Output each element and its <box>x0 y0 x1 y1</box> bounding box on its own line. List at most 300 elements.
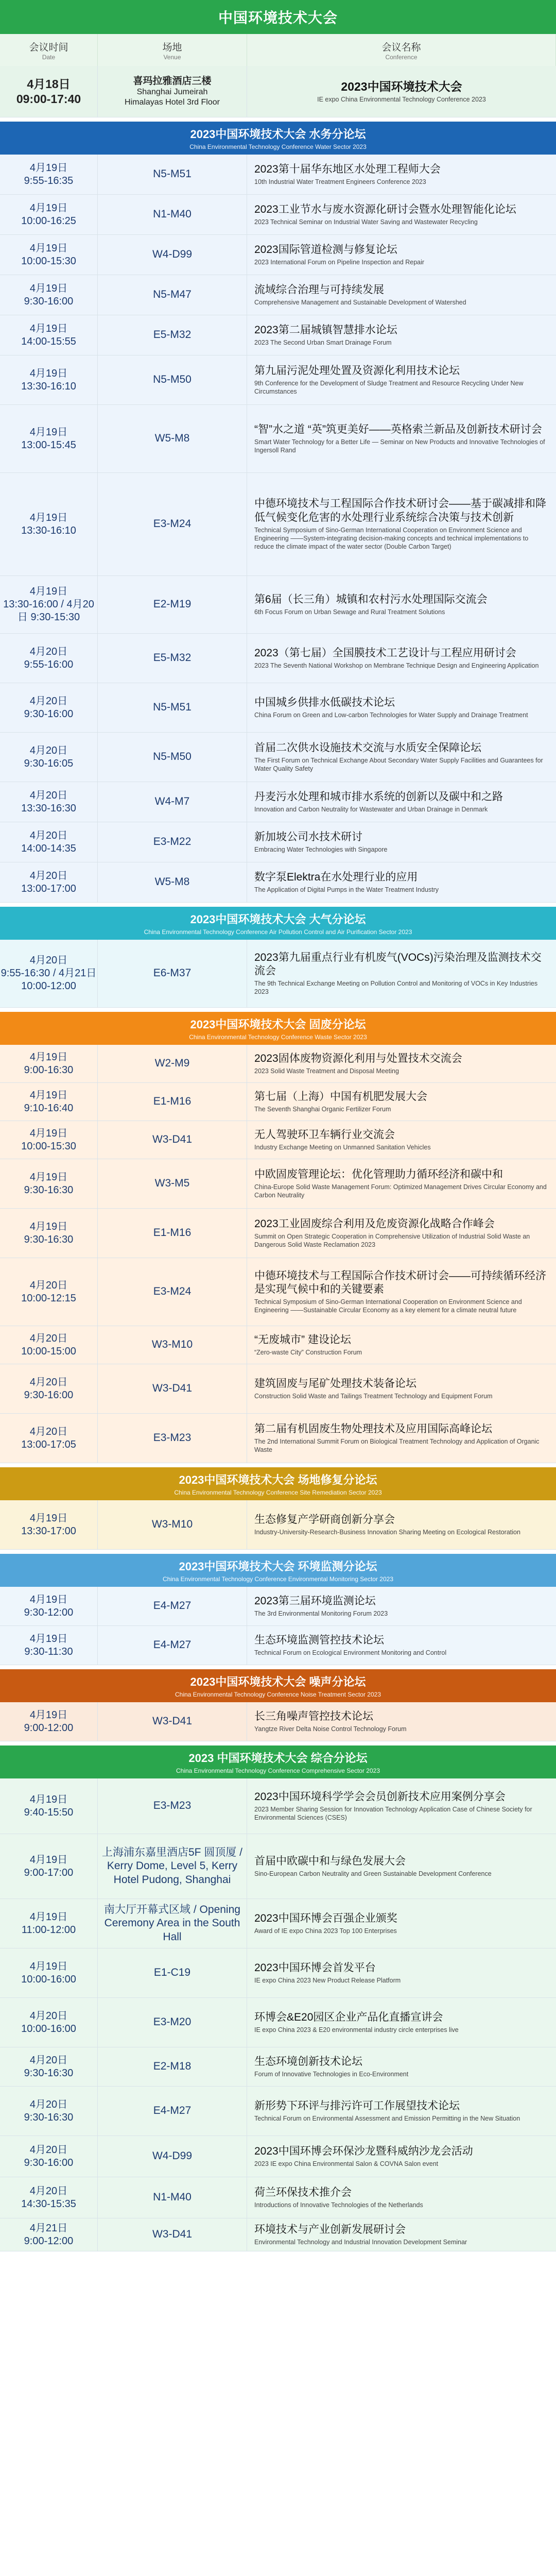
session-date <box>0 1121 98 1159</box>
session-title <box>247 1778 556 1834</box>
table-row <box>0 2177 556 2218</box>
session-title-cn: 流域综合治理与可持续发展 <box>254 283 384 296</box>
session-day: 4月19日 <box>29 202 68 214</box>
session-title <box>247 235 556 275</box>
session-time: 9:30-12:00 <box>24 1606 74 1618</box>
session-day: 4月19日 <box>29 367 68 379</box>
table-row <box>0 1364 556 1414</box>
session-title-cn: 首届中欧碳中和与绿色发展大会 <box>254 1855 406 1867</box>
session-title <box>247 733 556 782</box>
session-title <box>247 2087 556 2136</box>
session-title-cn: 无人驾驶环卫车辆行业交流会 <box>254 1128 395 1141</box>
session-title-cn: 2023中国环博会首发平台 <box>254 1961 376 1974</box>
table-row <box>0 1414 556 1463</box>
session-date <box>0 235 98 275</box>
session-title <box>247 683 556 732</box>
session-venue: N5-M47 <box>98 275 247 315</box>
session-venue: E3-M23 <box>98 1414 247 1463</box>
section-title: 2023中国环境技术大会 大气分论坛 <box>190 913 366 926</box>
table-row <box>0 1778 556 1834</box>
session-venue: W2-M9 <box>98 1045 247 1082</box>
session-title-cn: 2023国际管道检测与修复论坛 <box>254 243 397 256</box>
session-date <box>0 1326 98 1364</box>
session-title <box>247 1364 556 1413</box>
section-spacer <box>0 1008 556 1012</box>
session-venue: E5-M32 <box>98 315 247 355</box>
session-title-cn: 第6届（长三角）城镇和农村污水处理国际交流会 <box>254 593 488 605</box>
session-title <box>247 195 556 234</box>
session-title-en: Yangtze River Delta Noise Control Technology Forum <box>254 1725 407 1733</box>
session-title-cn: 2023（第七届）全国膜技术工艺设计与工程应用研讨会 <box>254 647 516 659</box>
session-title <box>247 1083 556 1121</box>
session-date <box>0 1998 98 2047</box>
session-time: 10:00-15:30 <box>21 1140 76 1152</box>
session-title-cn: 2023第九届重点行业有机废气(VOCs)污染治理及监测技术交流会 <box>254 951 542 977</box>
session-date <box>0 473 98 575</box>
table-row <box>0 2218 556 2251</box>
session-title-en: Technical Forum on Environmental Assessment and Emission Permitting in the New Situation <box>254 2115 520 2122</box>
session-day: 4月19日 <box>29 162 68 174</box>
session-day: 4月20日 <box>29 646 68 657</box>
session-venue: 上海浦东嘉里酒店5F 圆顶厦 / Kerry Dome, Level 5, Kerry Hotel Pudong, Shanghai <box>98 1834 247 1899</box>
session-day: 4月20日 <box>29 829 68 841</box>
session-time: 9:00-16:30 <box>24 1064 74 1076</box>
session-time: 13:00-17:00 <box>21 883 76 894</box>
session-venue: W3-D41 <box>98 1702 247 1741</box>
table-row <box>0 1258 556 1326</box>
session-title-cn: 2023中国环博会百强企业颁奖 <box>254 1912 397 1924</box>
col-date-en: Date <box>42 53 56 61</box>
main-event-row <box>0 66 556 117</box>
session-title-en: 2023 The Second Urban Smart Drainage Forum <box>254 339 392 346</box>
session-title-en: 2023 Technical Seminar on Industrial Water Saving and Wastewater Recycling <box>254 218 478 226</box>
section-title: 2023中国环境技术大会 噪声分论坛 <box>190 1675 366 1688</box>
session-title <box>247 862 556 902</box>
session-date <box>0 355 98 404</box>
session-title-en: Innovation and Carbon Neutrality for Wastewater and Urban Drainage in Denmark <box>254 806 488 813</box>
session-time: 11:00-12:00 <box>21 1924 76 1936</box>
session-date <box>0 155 98 194</box>
main-date: 4月18日 <box>27 77 71 91</box>
section-subtitle: China Environmental Technology Conference Water Sector 2023 <box>189 143 367 150</box>
session-date <box>0 634 98 683</box>
session-title-cn: 荷兰环保技术推介会 <box>254 2186 352 2198</box>
session-time: 10:00-15:00 <box>21 1345 76 1357</box>
session-day: 4月20日 <box>29 744 68 756</box>
table-row <box>0 355 556 405</box>
session-venue: W3-M10 <box>98 1500 247 1549</box>
session-title <box>247 1326 556 1364</box>
session-title-en: The 9th Technical Exchange Meeting on Pollution Control and Monitoring of VOCs in Key Industries 2023 <box>254 980 538 996</box>
session-date <box>0 1364 98 1413</box>
session-title-cn: 生态修复产学研商创新分享会 <box>254 1513 395 1526</box>
session-time: 9:30-16:00 <box>24 708 74 720</box>
session-title <box>247 576 556 633</box>
session-time: 13:30-17:00 <box>21 1525 76 1537</box>
session-day: 4月20日 <box>29 2144 68 2156</box>
session-title <box>247 1998 556 2047</box>
session-title-cn: 2023中国环博会环保沙龙暨科威纳沙龙会活动 <box>254 2145 473 2157</box>
session-title-en: Forum of Innovative Technologies in Eco-Environment <box>254 2071 409 2078</box>
col-conf-en: Conference <box>385 53 418 61</box>
session-title-cn: 2023工业固废综合利用及危废资源化战略合作峰会 <box>254 1217 495 1230</box>
session-day: 4月20日 <box>29 870 68 882</box>
session-venue: 南大厅开幕式区域 / Opening Ceremony Area in the South Hall <box>98 1899 247 1948</box>
session-title-en: Embracing Water Technologies with Singapore <box>254 846 388 853</box>
session-title-en: China Forum on Green and Low-carbon Technologies for Water Supply and Drainage Treatment <box>254 711 528 719</box>
col-date <box>0 34 98 66</box>
session-time: 13:30-16:00 / 4月20日 9:30-15:30 <box>3 599 94 623</box>
session-venue: E4-M27 <box>98 2087 247 2136</box>
session-title-en: 6th Focus Forum on Urban Sewage and Rural Treatment Solutions <box>254 608 445 616</box>
session-title-en: Technical Symposium of Sino-German International Cooperation on Environment Science and Engineering ——Sustainable Circular Economy as a key element for a climate neutral future <box>254 1298 522 1314</box>
main-venue-city: Shanghai Jumeirah <box>136 88 208 97</box>
session-title-en: Construction Solid Waste and Tailings Treatment Technology and Equipment Forum <box>254 1393 493 1400</box>
session-title <box>247 1209 556 1258</box>
table-row <box>0 155 556 195</box>
session-title <box>247 2136 556 2177</box>
session-venue: E1-C19 <box>98 1948 247 1997</box>
col-conf-label: 会议名称 <box>381 42 421 53</box>
session-venue: N5-M51 <box>98 683 247 732</box>
session-date <box>0 782 98 822</box>
session-title <box>247 315 556 355</box>
table-row <box>0 1500 556 1550</box>
session-date <box>0 1500 98 1549</box>
col-conf <box>247 34 556 66</box>
session-title-cn: 数字泵Elektra在水处理行业的应用 <box>254 871 418 883</box>
session-date <box>0 1045 98 1082</box>
session-day: 4月20日 <box>29 1426 68 1437</box>
session-date <box>0 862 98 902</box>
section-header-mon <box>0 1554 556 1587</box>
session-venue: E3-M23 <box>98 1778 247 1834</box>
session-title-en: 9th Conference for the Development of Sludge Treatment and Resource Recycling Under New Circumstances <box>254 379 524 396</box>
main-event-name <box>247 66 556 117</box>
section-title: 2023中国环境技术大会 水务分论坛 <box>190 128 366 141</box>
session-venue: N5-M50 <box>98 733 247 782</box>
session-date <box>0 2136 98 2177</box>
session-title-en: The First Forum on Technical Exchange About Secondary Water Supply Facilities and Guarantees for Water Quality Safety <box>254 756 543 773</box>
session-day: 4月19日 <box>29 512 68 523</box>
session-title <box>247 1899 556 1948</box>
session-title-cn: 丹麦污水处理和城市排水系统的创新以及碳中和之路 <box>254 790 503 803</box>
session-title <box>247 1045 556 1082</box>
session-date <box>0 1159 98 1208</box>
session-day: 4月19日 <box>29 586 68 597</box>
session-title <box>247 1834 556 1899</box>
session-title-cn: 中国城乡供排水低碳技术论坛 <box>254 696 395 708</box>
session-time: 9:40-15:50 <box>24 1806 74 1818</box>
table-row <box>0 1209 556 1258</box>
session-title <box>247 1159 556 1208</box>
session-day: 4月19日 <box>29 1051 68 1063</box>
session-time: 14:00-14:35 <box>21 842 76 854</box>
session-venue: E1-M16 <box>98 1083 247 1121</box>
table-row <box>0 1626 556 1665</box>
session-day: 4月19日 <box>29 426 68 438</box>
session-title-cn: 中德环境技术与工程国际合作技术研讨会——可持续循环经济是实现气候中和的关键要素 <box>254 1269 546 1295</box>
session-day: 4月19日 <box>29 1709 68 1721</box>
section-spacer <box>0 1741 556 1745</box>
section-header-eco <box>0 1467 556 1500</box>
col-venue <box>98 34 247 66</box>
main-venue-cn: 喜玛拉雅酒店三楼 <box>133 75 212 87</box>
session-title <box>247 940 556 1007</box>
session-day: 4月19日 <box>29 1221 68 1232</box>
session-title <box>247 275 556 315</box>
section-subtitle: China Environmental Technology Conference Waste Sector 2023 <box>189 1033 367 1041</box>
table-row <box>0 235 556 275</box>
session-time: 9:30-11:30 <box>24 1646 73 1657</box>
section-header-comp <box>0 1745 556 1778</box>
session-date <box>0 733 98 782</box>
session-title-en: The 2nd International Summit Forum on Biological Treatment Technology and Application of Organic Waste <box>254 1437 540 1454</box>
session-day: 4月19日 <box>29 1594 68 1605</box>
session-time: 9:55-16:00 <box>24 658 74 670</box>
table-row <box>0 634 556 683</box>
session-title <box>247 822 556 862</box>
section-spacer <box>0 1463 556 1467</box>
session-date <box>0 1626 98 1665</box>
table-row <box>0 195 556 235</box>
session-date <box>0 2218 98 2251</box>
session-title-en: Technical Symposium of Sino-German International Cooperation on Environment Science and Engineering ——System-integrating decision-making concepts and technical implementations to reduce the climate impact of the water sector (Double Carbon Target) <box>254 526 529 551</box>
session-title-en: China-Europe Solid Waste Management Forum: Optimized Management Drives Circular Economy and Carbon Neutrality <box>254 1183 547 1199</box>
section-subtitle: China Environmental Technology Conference Air Pollution Control and Air Purification Sector 2023 <box>144 928 412 936</box>
session-title <box>247 2177 556 2218</box>
session-venue: W3-D41 <box>98 1121 247 1159</box>
table-row <box>0 1899 556 1948</box>
main-name-cn: 2023中国环境技术大会 <box>341 79 462 93</box>
session-title-en: Environmental Technology and Industrial Innovation Development Seminar <box>254 2239 467 2246</box>
session-date <box>0 1948 98 1997</box>
session-title <box>247 405 556 472</box>
table-row <box>0 2087 556 2136</box>
table-row <box>0 1326 556 1364</box>
session-time: 13:00-15:45 <box>21 439 76 451</box>
session-day: 4月19日 <box>29 1171 68 1183</box>
session-day: 4月20日 <box>29 2185 68 2197</box>
session-day: 4月19日 <box>29 1793 68 1805</box>
session-title-cn: 第九届污泥处理处置及资源化利用技术论坛 <box>254 364 460 377</box>
session-time: 9:55-16:30 / 4月21日 10:00-12:00 <box>1 968 97 992</box>
session-venue: E1-M16 <box>98 1209 247 1258</box>
session-date <box>0 1258 98 1326</box>
session-title-en: Sino-European Carbon Neutrality and Green Sustainable Development Conference <box>254 1870 492 1877</box>
session-title <box>247 473 556 575</box>
session-title <box>247 634 556 683</box>
session-time: 9:30-16:00 <box>24 2157 74 2168</box>
section-subtitle: China Environmental Technology Conference Noise Treatment Sector 2023 <box>175 1691 381 1698</box>
table-row <box>0 733 556 782</box>
section-spacer <box>0 1550 556 1554</box>
session-date <box>0 1587 98 1625</box>
session-time: 13:00-17:05 <box>21 1438 76 1450</box>
session-title-en: Comprehensive Management and Sustainable Development of Watershed <box>254 299 466 306</box>
session-title <box>247 782 556 822</box>
col-date-label: 会议时间 <box>29 42 68 53</box>
session-day: 4月20日 <box>29 2098 68 2110</box>
session-date <box>0 2047 98 2086</box>
session-title <box>247 1587 556 1625</box>
section-title: 2023 中国环境技术大会 综合分论坛 <box>188 1752 368 1765</box>
section-title: 2023中国环境技术大会 环境监测分论坛 <box>179 1560 377 1573</box>
session-venue: W4-D99 <box>98 235 247 275</box>
session-title-en: Smart Water Technology for a Better Life — Seminar on New Products and Innovative Technologies of Ingersoll Rand <box>254 438 545 454</box>
table-row <box>0 275 556 315</box>
session-venue: W4-D99 <box>98 2136 247 2177</box>
session-venue: E4-M27 <box>98 1626 247 1665</box>
session-day: 4月19日 <box>29 1960 68 1972</box>
session-day: 4月19日 <box>29 1512 68 1524</box>
session-title <box>247 1626 556 1665</box>
table-row <box>0 822 556 862</box>
session-date <box>0 576 98 633</box>
session-day: 4月20日 <box>29 1376 68 1388</box>
session-title-cn: 2023第十届华东地区水处理工程师大会 <box>254 163 441 175</box>
session-title-en: Summit on Open Strategic Cooperation in Comprehensive Utilization of Industrial Solid Waste an Dangerous Solid Waste Reclamation 2023 <box>254 1232 530 1249</box>
session-title <box>247 1121 556 1159</box>
section-spacer <box>0 117 556 122</box>
session-venue: W5-M8 <box>98 405 247 472</box>
session-day: 4月20日 <box>29 2010 68 2022</box>
page-title: 中国环境技术大会 <box>0 0 556 34</box>
session-day: 4月19日 <box>29 1127 68 1139</box>
table-row <box>0 1121 556 1159</box>
session-title <box>247 1702 556 1741</box>
session-title-cn: 生态环境创新技术论坛 <box>254 2055 362 2067</box>
session-title-en: Industry-University-Research-Business Innovation Sharing Meeting on Ecological Restoration <box>254 1529 520 1536</box>
session-time: 13:30-16:10 <box>21 380 76 392</box>
session-title-cn: 新加坡公司水技术研讨 <box>254 831 362 843</box>
session-title-en: Technical Forum on Ecological Environment Monitoring and Control <box>254 1649 447 1656</box>
session-time: 9:10-16:40 <box>24 1102 74 1114</box>
session-title-en: 2023 Solid Waste Treatment and Disposal Meeting <box>254 1067 399 1075</box>
session-title-en: Award of IE expo China 2023 Top 100 Enterprises <box>254 1927 397 1935</box>
section-subtitle: China Environmental Technology Conference Environmental Monitoring Sector 2023 <box>162 1575 394 1583</box>
session-title-en: 2023 IE expo China Environmental Salon & COVNA Salon event <box>254 2160 439 2167</box>
session-title-cn: 环博会&E20园区企业产品化直播宣讲会 <box>254 2011 443 2023</box>
session-venue: N5-M51 <box>98 155 247 194</box>
col-venue-en: Venue <box>163 53 181 61</box>
session-time: 10:00-16:25 <box>21 215 76 227</box>
session-title-en: IE expo China 2023 & E20 environmental industry circle enterprises live <box>254 2026 459 2033</box>
table-row <box>0 2047 556 2087</box>
col-venue-label: 场地 <box>162 42 182 53</box>
main-event-venue <box>98 66 247 117</box>
session-venue: N1-M40 <box>98 195 247 234</box>
session-time: 9:30-16:30 <box>24 1184 74 1196</box>
table-row <box>0 1702 556 1741</box>
session-title-cn: 生态环境监测管控技术论坛 <box>254 1634 384 1646</box>
session-time: 10:00-16:00 <box>21 2023 76 2035</box>
session-title <box>247 2047 556 2086</box>
section-header-waste <box>0 1012 556 1045</box>
session-date <box>0 1778 98 1834</box>
session-day: 4月19日 <box>29 1089 68 1101</box>
table-row <box>0 1587 556 1626</box>
session-time: 9:00-12:00 <box>24 2235 74 2247</box>
table-row <box>0 405 556 473</box>
session-title-cn: 环境技术与产业创新发展研讨会 <box>254 2223 406 2235</box>
session-day: 4月19日 <box>29 323 68 334</box>
session-day: 4月20日 <box>29 695 68 707</box>
table-row <box>0 1948 556 1998</box>
session-time: 14:00-15:55 <box>21 335 76 347</box>
session-venue: E6-M37 <box>98 940 247 1007</box>
table-row <box>0 1083 556 1121</box>
session-venue: E3-M22 <box>98 822 247 862</box>
main-name-en: IE expo China Environmental Technology Conference 2023 <box>317 96 486 104</box>
session-title-cn: 第七届（上海）中国有机肥发展大会 <box>254 1090 427 1103</box>
session-title-cn: 2023固体废物资源化利用与处置技术交流会 <box>254 1052 462 1064</box>
session-venue: N5-M50 <box>98 355 247 404</box>
session-date <box>0 1083 98 1121</box>
session-date <box>0 1702 98 1741</box>
session-date <box>0 315 98 355</box>
session-day: 4月20日 <box>29 789 68 801</box>
session-title <box>247 1500 556 1549</box>
table-row <box>0 862 556 903</box>
session-time: 13:30-16:30 <box>21 802 76 814</box>
session-title-en: The Seventh Shanghai Organic Fertilizer Forum <box>254 1106 391 1113</box>
session-day: 4月19日 <box>29 242 68 254</box>
session-day: 4月19日 <box>29 1633 68 1645</box>
session-day: 4月20日 <box>29 1332 68 1344</box>
session-title-en: “Zero-waste City” Construction Forum <box>254 1349 362 1356</box>
session-day: 4月19日 <box>29 282 68 294</box>
session-date <box>0 275 98 315</box>
session-title-cn: 2023中国环境科学学会会员创新技术应用案例分享会 <box>254 1790 506 1803</box>
session-title <box>247 155 556 194</box>
session-title <box>247 1948 556 1997</box>
session-venue: E3-M20 <box>98 1998 247 2047</box>
session-time: 10:00-16:00 <box>21 1973 76 1985</box>
session-venue: W4-M7 <box>98 782 247 822</box>
session-title-cn: 第二届有机固废生物处理技术及应用国际高峰论坛 <box>254 1422 492 1435</box>
session-day: 4月20日 <box>29 2054 68 2066</box>
session-title-cn: 长三角噪声管控技术论坛 <box>254 1710 373 1722</box>
session-day: 4月20日 <box>29 955 68 966</box>
session-day: 4月20日 <box>29 1279 68 1291</box>
session-title-cn: 中欧固废管理论坛：优化管理助力循环经济和碳中和 <box>254 1168 503 1180</box>
session-time: 14:30-15:35 <box>21 2198 76 2210</box>
session-venue: W3-D41 <box>98 2218 247 2251</box>
session-title-cn: 首届二次供水设施技术交流与水质安全保障论坛 <box>254 741 481 754</box>
main-event-date <box>0 66 98 117</box>
section-subtitle: China Environmental Technology Conference Comprehensive Sector 2023 <box>176 1767 380 1774</box>
session-title-cn: 2023第二届城镇智慧排水论坛 <box>254 324 397 336</box>
table-row <box>0 1045 556 1083</box>
column-header <box>0 34 556 66</box>
table-row <box>0 315 556 355</box>
main-venue-en: Himalayas Hotel 3rd Floor <box>125 98 220 107</box>
section-title: 2023中国环境技术大会 场地修复分论坛 <box>179 1473 377 1486</box>
session-venue: E5-M32 <box>98 634 247 683</box>
session-venue: E2-M19 <box>98 576 247 633</box>
session-date <box>0 1209 98 1258</box>
session-venue: W3-M5 <box>98 1159 247 1208</box>
session-title-cn: “智”水之道 “英”筑更美好——英格索兰新品及创新技术研讨会 <box>254 423 542 435</box>
session-title-cn: 2023第三届环境监测论坛 <box>254 1595 376 1607</box>
session-date <box>0 1899 98 1948</box>
session-venue: E3-M24 <box>98 473 247 575</box>
session-date <box>0 2087 98 2136</box>
table-row <box>0 683 556 733</box>
session-date <box>0 940 98 1007</box>
session-title-cn: 中德环境技术与工程国际合作技术研讨会——基于碳减排和降低气候变化危害的水处理行业系统综合决策与技术创新 <box>254 498 546 523</box>
